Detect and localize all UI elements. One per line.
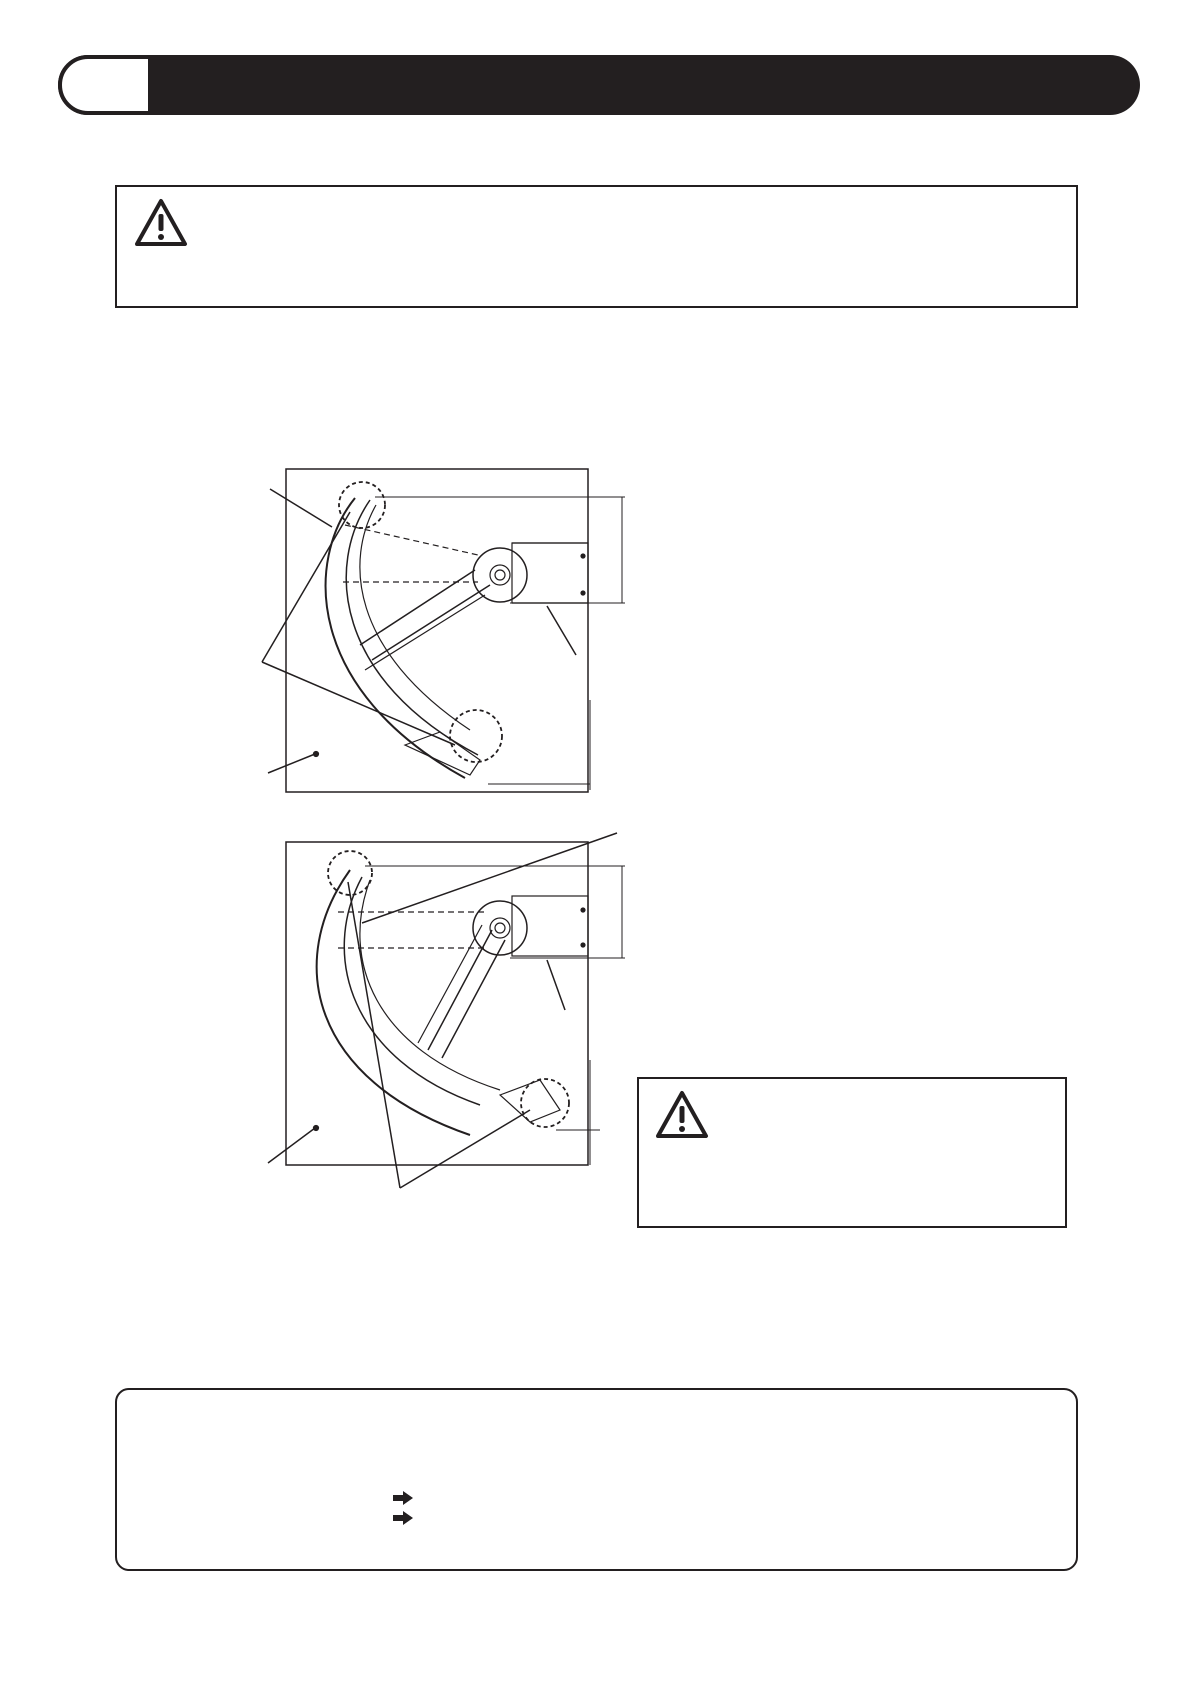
warning-triangle-icon — [654, 1089, 710, 1141]
diagram-top — [262, 469, 625, 792]
info-box — [115, 1388, 1078, 1571]
right-arrow-icon — [392, 1490, 414, 1506]
diagram-bottom — [268, 833, 625, 1188]
right-arrow-icon — [392, 1510, 414, 1526]
warning-box-right — [637, 1077, 1067, 1228]
